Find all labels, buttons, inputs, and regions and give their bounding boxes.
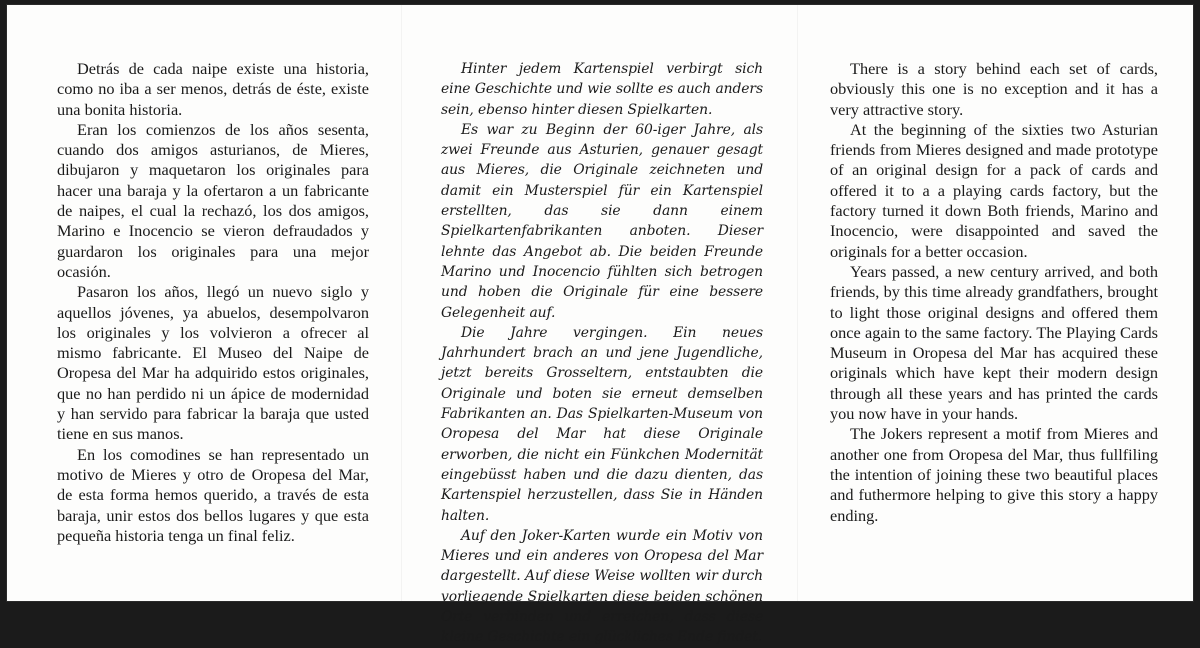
german-paragraph-1: Hinter jedem Kartenspiel verbirgt sich eine Geschichte und wie sollte es auch anders sein, ebenso hinter diesen Spielkarten. xyxy=(441,61,763,118)
english-paragraph-1: There is a story behind each set of cards, obviously this one is no exception and it has a very attractive story. xyxy=(830,59,1158,119)
spanish-paragraph-2: Eran los comienzos de los años sesenta, cuando dos amigos asturianos, de Mieres, dibujaron y maquetaron los originales para hacer una baraja y la ofertaron a un fabricante de naipes, el cual la rechazó, los dos amigos, Marino e Inocencio se vieron defraudados y guardaron los originales para una mejor ocasión. xyxy=(57,119,369,281)
english-paragraph-3: Years passed, a new century arrived, and both friends, by this time already grandfathers, brought to light those original designs and offered them once again to the same factory. The Playing Cards Museum in Oropesa del Mar has acquired these originals which have kept their modern design through all these years and has printed the cards you now have in your hands. xyxy=(830,261,1158,424)
spanish-column xyxy=(57,59,369,546)
spanish-paragraph-1: Detrás de cada naipe existe una historia, como no iba a ser menos, detrás de éste, existe una bonita historia. xyxy=(57,59,369,119)
german-paragraph-4: Auf den Joker-Karten wurde ein Motiv von Mieres und ein anderes von Oropesa del Mar dargestellt. Auf diese Weise wollten wir durch vorliegende Spielkarten diese beiden schönen Orte verbinden und erreichen, dass diese kleine Geschichte ein glückliches Ende findet. xyxy=(441,527,763,646)
german-paragraph-2: Es war zu Beginn der 60-iger Jahre, als zwei Freunde aus Asturien, genauer gesagt aus Mieres, die Originale zeichneten und damit ein Musterspiel für ein Kartenspiel erstellten, das sie dann einem Spielkartenfabrikanten anboten. Dieser lehnte das Angebot ab. Die beiden Freunde Marino und Inocencio fühlten sich betrogen und hoben die Originale für eine bessere Gelegenheit auf. xyxy=(441,121,763,321)
german-column xyxy=(441,59,763,648)
fold-line xyxy=(797,5,798,601)
english-paragraph-4: The Jokers represent a motif from Mieres and another one from Oropesa del Mar, thus fullfiling the intention of joining these two beautiful places and futhermore helping to give this story a happy ending. xyxy=(830,424,1158,525)
spanish-paragraph-3: Pasaron los años, llegó un nuevo siglo y aquellos jóvenes, ya abuelos, desempolvaron los originales y los volvieron a ofrecer al mismo fabricante. El Museo del Naipe de Oropesa del Mar ha adquirido estos originales, que no han perdido ni un ápice de modernidad y han servido para fabricar la baraja que usted tiene en sus manos. xyxy=(57,282,369,444)
spanish-paragraph-4: En los comodines se han representado un motivo de Mieres y otro de Oropesa del Mar, de esta forma hemos querido, a través de esta baraja, unir estos dos bellos lugares y que esta pequeña historia tenga un final feliz. xyxy=(57,444,369,545)
german-paragraph-3: Die Jahre vergingen. Ein neues Jahrhundert brach an und jene Jugendliche, jetzt bereits Grosseltern, entstaubten die Originale und boten sie erneut demselben Fabrikanten an. Das Spielkarten-Museum von Oropesa del Mar hat diese Originale erworben, die nicht ein Fünkchen Modernität eingebüsst haben und die dazu dienten, das Kartenspiel herzustellen, dass Sie in Händen halten. xyxy=(441,324,763,524)
fold-line xyxy=(401,5,402,601)
english-paragraph-2: At the beginning of the sixties two Asturian friends from Mieres designed and made prototype of an original design for a pack of cards and offered it to a a playing cards factory, but the factory turned it down Both friends, Marino and Inocencio, were disappointed and saved the originals for a better occasion. xyxy=(830,119,1158,261)
leaflet-card xyxy=(6,4,1194,646)
english-column xyxy=(830,59,1158,526)
